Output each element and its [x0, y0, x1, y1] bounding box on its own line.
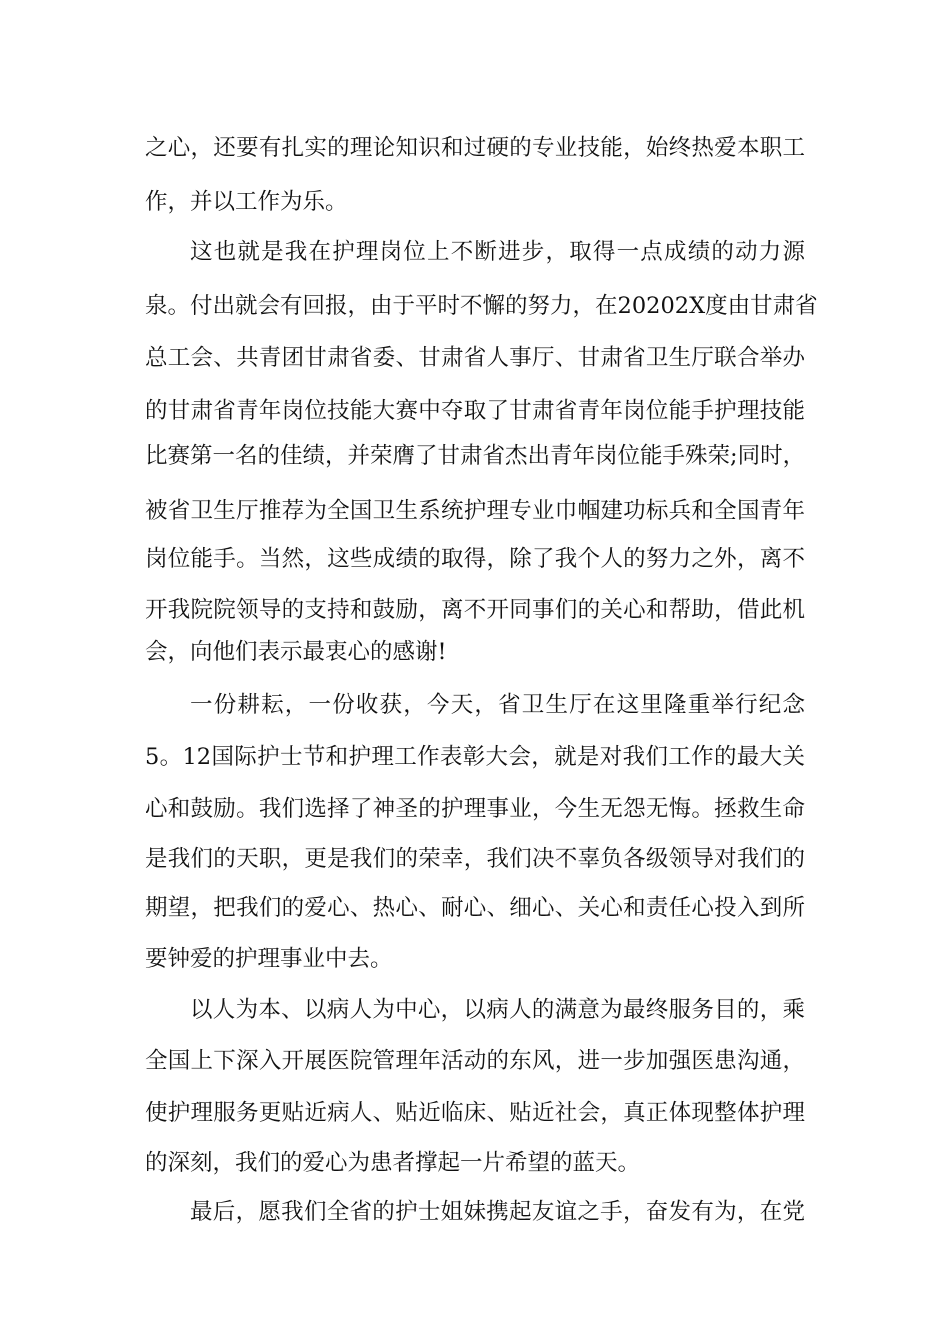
text-line: 的深刻，我们的爱心为患者撑起一片希望的蓝天。 — [145, 1150, 641, 1176]
text-line: 要钟爱的护理事业中去。 — [145, 946, 393, 972]
text-line: 是我们的天职，更是我们的荣幸，我们决不辜负各级领导对我们的 — [145, 846, 805, 872]
text-line: 总工会、共青团甘肃省委、甘肃省人事厅、甘肃省卫生厅联合举办 — [145, 345, 805, 371]
paragraph-first-line: 一份耕耘，一份收获，今天，省卫生厅在这里隆重举行纪念 — [190, 692, 805, 718]
text-line: 作，并以工作为乐。 — [145, 189, 348, 215]
text-line: 泉。付出就会有回报，由于平时不懈的努力，在20202X度由甘肃省 — [145, 293, 818, 319]
paragraph-first-line: 以人为本、以病人为中心，以病人的满意为最终服务目的，乘 — [190, 997, 805, 1023]
text-line: 开我院院领导的支持和鼓励，离不开同事们的关心和帮助，借此机 — [145, 597, 805, 623]
text-line: 比赛第一名的佳绩，并荣膺了甘肃省杰出青年岗位能手殊荣;同时， — [145, 443, 806, 469]
text-line: 使护理服务更贴近病人、贴近临床、贴近社会，真正体现整体护理 — [145, 1100, 805, 1126]
paragraph-first-line: 这也就是我在护理岗位上不断进步，取得一点成绩的动力源 — [190, 239, 805, 265]
text-line: 心和鼓励。我们选择了神圣的护理事业，今生无怨无悔。拯救生命 — [145, 796, 805, 822]
text-line: 期望，把我们的爱心、热心、耐心、细心、关心和责任心投入到所 — [145, 895, 805, 921]
text-line: 5。12国际护士节和护理工作表彰大会，就是对我们工作的最大关 — [145, 744, 805, 770]
text-line: 之心，还要有扎实的理论知识和过硬的专业技能，始终热爱本职工 — [145, 135, 805, 161]
text-line: 全国上下深入开展医院管理年活动的东风，进一步加强医患沟通， — [145, 1048, 805, 1074]
text-line: 岗位能手。当然，这些成绩的取得，除了我个人的努力之外，离不 — [145, 546, 805, 572]
paragraph-first-line: 最后，愿我们全省的护士姐妹携起友谊之手，奋发有为，在党 — [190, 1199, 805, 1225]
text-line: 被省卫生厅推荐为全国卫生系统护理专业巾帼建功标兵和全国青年 — [145, 498, 805, 524]
text-line: 会，向他们表示最衷心的感谢! — [145, 639, 447, 665]
text-line: 的甘肃省青年岗位技能大赛中夺取了甘肃省青年岗位能手护理技能 — [145, 398, 805, 424]
